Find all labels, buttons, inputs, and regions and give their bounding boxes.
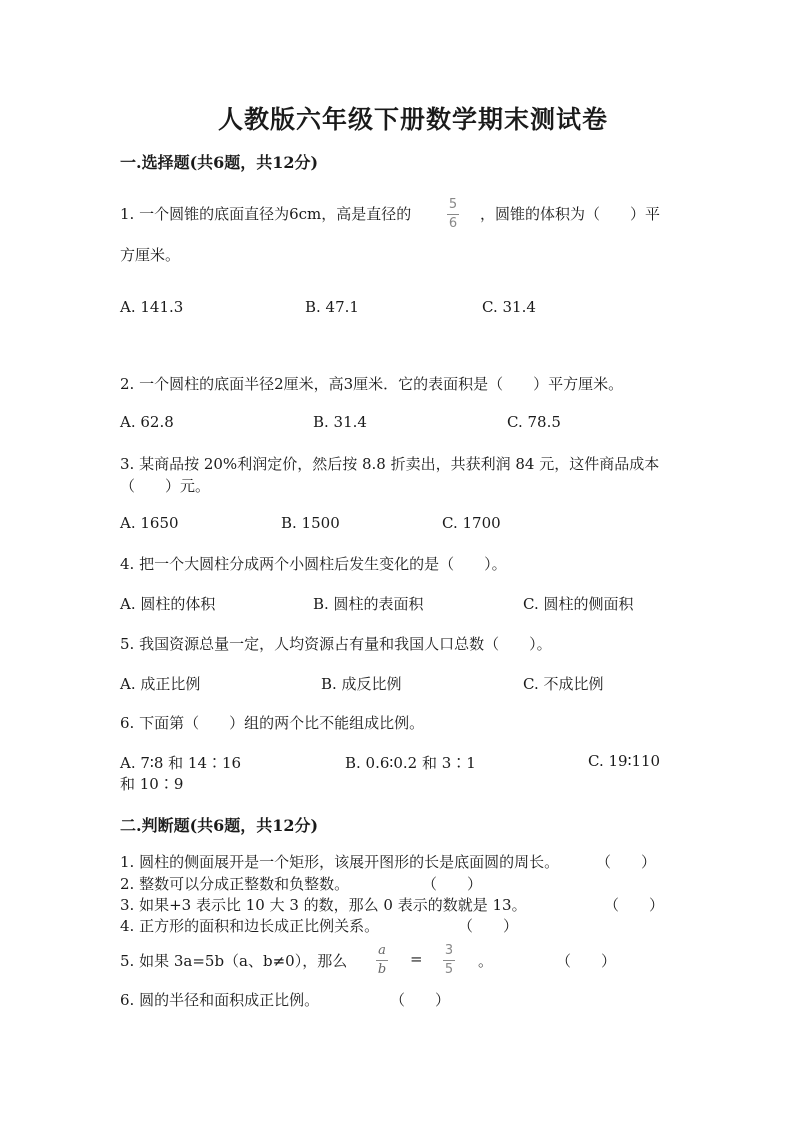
- q5-option-b[interactable]: B. 成反比例: [321, 675, 402, 693]
- judge-1-text: 1. 圆柱的侧面展开是一个矩形，该展开图形的长是底面圆的周长。: [120, 853, 560, 871]
- fraction-bar: [443, 960, 455, 961]
- question-6-text: 6. 下面第（ ）组的两个比不能组成比例。: [120, 714, 425, 732]
- question-1-text-cont: ，圆锥的体积为（ ）平: [480, 205, 661, 223]
- fraction-denominator: b: [377, 962, 387, 977]
- fraction-three-fifths: [443, 944, 455, 977]
- judge-2-answer-paren[interactable]: （ ）: [422, 875, 483, 893]
- judge-5-text-end: 。: [478, 952, 494, 970]
- judge-4-text: 4. 正方形的面积和边长成正比例关系。: [120, 917, 380, 935]
- q3-option-a[interactable]: A. 1650: [120, 514, 179, 532]
- fraction-numerator: 3: [444, 943, 454, 958]
- section-heading-judgment: 二.判断题(共6题，共12分): [120, 816, 319, 835]
- judge-5-text: 5. 如果 3a=5b（a、b≠0），那么: [120, 952, 348, 970]
- judge-4-answer-paren[interactable]: （ ）: [458, 917, 519, 935]
- judge-1-answer-paren[interactable]: （ ）: [596, 853, 657, 871]
- judge-6-text: 6. 圆的半径和面积成正比例。: [120, 991, 320, 1009]
- q1-option-a[interactable]: A. 141.3: [120, 298, 184, 316]
- judge-3-answer-paren[interactable]: （ ）: [604, 896, 665, 914]
- fraction-denominator: 5: [444, 962, 454, 977]
- fraction-denominator: 6: [448, 216, 458, 231]
- judge-5-answer-paren[interactable]: （ ）: [556, 952, 617, 970]
- q2-option-b[interactable]: B. 31.4: [313, 413, 367, 431]
- q6-option-c-cont: 和 10∶9: [120, 775, 184, 793]
- q3-option-c[interactable]: C. 1700: [442, 514, 501, 532]
- page-title: 人教版六年级下册数学期末测试卷: [218, 105, 609, 134]
- fraction-a-over-b: [376, 944, 388, 977]
- q2-option-c[interactable]: C. 78.5: [507, 413, 561, 431]
- question-1-text: 1. 一个圆锥的底面直径为6cm，高是直径的: [120, 205, 412, 223]
- q6-option-b[interactable]: B. 0.6∶0.2 和 3∶1: [345, 754, 476, 772]
- q2-option-a[interactable]: A. 62.8: [120, 413, 174, 431]
- q3-option-b[interactable]: B. 1500: [281, 514, 340, 532]
- q5-option-a[interactable]: A. 成正比例: [120, 675, 201, 693]
- question-3-text: 3. 某商品按 20%利润定价，然后按 8.8 折卖出，共获利润 84 元，这件商品成本: [120, 455, 660, 473]
- judge-3-text: 3. 如果+3 表示比 10 大 3 的数，那么 0 表示的数就是 13。: [120, 896, 527, 914]
- fraction-numerator: 5: [448, 197, 458, 212]
- q4-option-b[interactable]: B. 圆柱的表面积: [313, 595, 424, 613]
- judge-2-text: 2. 整数可以分成正整数和负整数。: [120, 875, 350, 893]
- question-1-text-line2: 方厘米。: [120, 246, 181, 264]
- q6-option-c[interactable]: C. 19∶110: [588, 752, 661, 770]
- section-heading-choice: 一.选择题(共6题，共12分): [120, 153, 319, 172]
- fraction-five-sixths: [447, 198, 459, 231]
- q1-option-b[interactable]: B. 47.1: [305, 298, 359, 316]
- question-2-text: 2. 一个圆柱的底面半径2厘米，高3厘米．它的表面积是（ ）平方厘米。: [120, 375, 624, 393]
- judge-6-answer-paren[interactable]: （ ）: [390, 991, 451, 1009]
- q4-option-a[interactable]: A. 圆柱的体积: [120, 595, 216, 613]
- question-4-text: 4. 把一个大圆柱分成两个小圆柱后发生变化的是（ ）。: [120, 555, 507, 573]
- fraction-bar: [447, 214, 459, 215]
- q1-option-c[interactable]: C. 31.4: [482, 298, 536, 316]
- q5-option-c[interactable]: C. 不成比例: [523, 675, 604, 693]
- q6-option-a[interactable]: A. 7∶8 和 14∶16: [120, 754, 242, 772]
- fraction-numerator: a: [378, 943, 386, 958]
- question-3-text-line2: （ ）元。: [120, 477, 211, 495]
- fraction-bar: [376, 960, 388, 961]
- question-5-text: 5. 我国资源总量一定，人均资源占有量和我国人口总数（ ）。: [120, 635, 552, 653]
- equals-sign: =: [410, 950, 423, 968]
- q4-option-c[interactable]: C. 圆柱的侧面积: [523, 595, 634, 613]
